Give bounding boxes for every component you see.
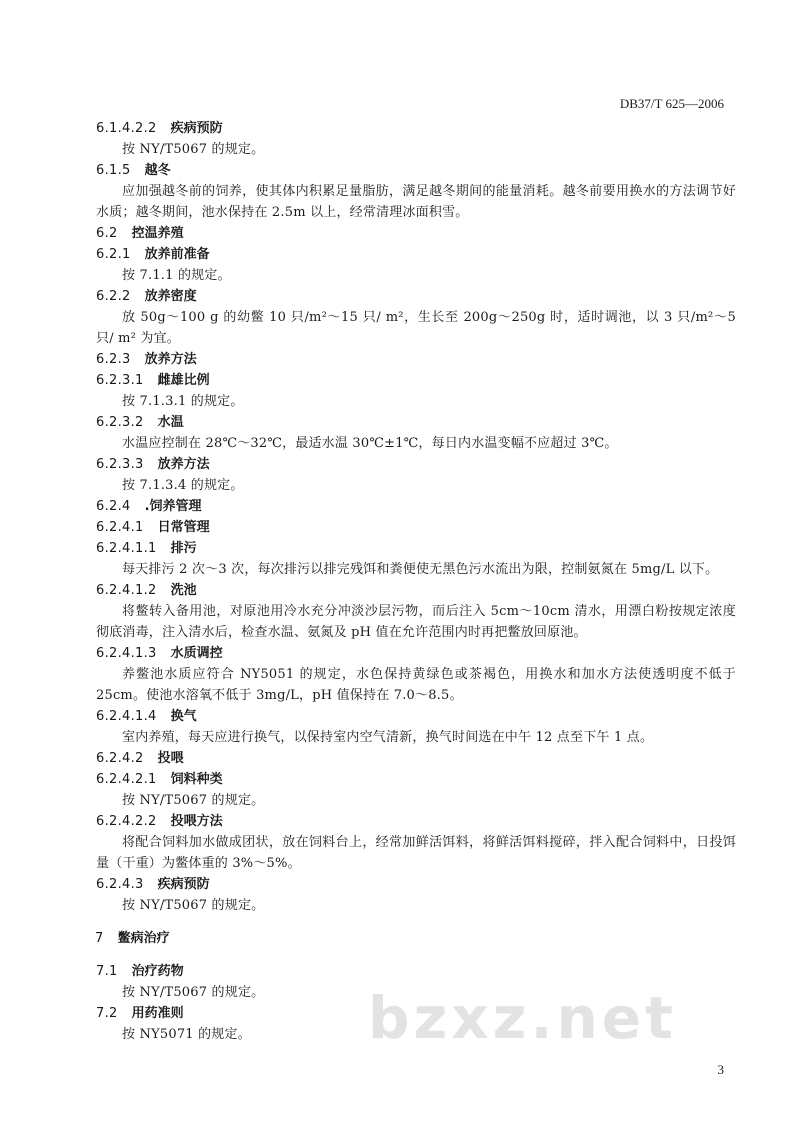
section-heading: [96, 961, 736, 982]
body-paragraph: 将配合饲料加水做成团状，放在饲料台上，经常加鲜活饵料，将鲜活饵料搅碎，拌入配合饲料中，日投饵量（干重）为鳖体重的 3%～5%。: [96, 835, 736, 871]
section-number: 6.2: [96, 226, 118, 241]
page-number: 3: [717, 1062, 724, 1077]
section-title: 放养方法: [157, 457, 210, 472]
section-number: 6.2.4.3: [96, 877, 144, 892]
section-number: 6.2.4.2.1: [96, 772, 157, 787]
section-title: 放养前准备: [144, 247, 210, 262]
section-number: 6.2.4.1.4: [96, 709, 157, 724]
body-paragraph: 按 7.1.3.4 的规定。: [122, 478, 244, 493]
section-number: 6.2.3: [96, 352, 131, 367]
body-paragraph: 按 NY/T5067 的规定。: [122, 793, 265, 808]
section-heading: [96, 496, 736, 517]
section-heading: [96, 580, 736, 601]
section-heading: [96, 244, 736, 265]
section-heading: [96, 160, 736, 181]
section-title: 雌雄比例: [157, 373, 210, 388]
section-heading: [96, 412, 736, 433]
body-paragraph: 将鳖转入备用池，对原池用冷水充分冲淡沙层污物，而后注入 5cm～10cm 清水，用漂白粉按规定浓度彻底消毒，注入清水后，检查水温、氨氮及 pH 值在允许范围内时再把鳖放回原池。: [96, 604, 736, 640]
section-number: 6.2.1: [96, 247, 131, 262]
section-number: 6.2.3.2: [96, 415, 144, 430]
body-paragraph: 应加强越冬前的饲养，使其体内积累足量脂肪，满足越冬期间的能量消耗。越冬前要用换水的方法调节好水质；越冬期间，池水保持在 2.5m 以上，经常清理冰面积雪。: [96, 184, 736, 220]
section-title: 水质调控: [170, 646, 223, 661]
body-paragraph: 按 NY/T5067 的规定。: [122, 985, 265, 1000]
section-number: 6.2.4: [96, 499, 131, 514]
section-number: 6.2.3.3: [96, 457, 144, 472]
section-number: 7.1: [96, 964, 118, 979]
section-number: 6.1.5: [96, 163, 131, 178]
section-number: 6.2.3.1: [96, 373, 144, 388]
section-number: 6.2.4.2: [96, 751, 144, 766]
section-title: 日常管理: [157, 520, 210, 535]
section-title: 越冬: [144, 163, 171, 178]
section-heading: [96, 643, 736, 664]
body-paragraph: 按 7.1.3.1 的规定。: [122, 394, 244, 409]
body-paragraph: 放 50g～100 g 的幼鳖 10 只/m²～15 只/ m²，生长至 200g～250g 时，适时调池，以 3 只/m²～5 只/ m² 为宜。: [96, 310, 736, 346]
section-title: .饲养管理: [144, 499, 202, 514]
section-number: 7: [95, 931, 104, 946]
section-title: 放养方法: [144, 352, 197, 367]
document-body: [96, 118, 736, 1045]
section-spacer: [96, 949, 736, 961]
document-code-header: DB37/T 625—2006: [619, 96, 724, 111]
section-heading: [96, 769, 736, 790]
section-title: 投喂: [157, 751, 184, 766]
section-number: 6.2.4.1: [96, 520, 144, 535]
section-heading: [96, 811, 736, 832]
section-number: 6.2.4.1.2: [96, 583, 157, 598]
body-paragraph: 水温应控制在 28℃～32℃，最适水温 30℃±1℃，每日内水温变幅不应超过 3℃。: [122, 436, 618, 451]
body-paragraph: 按 NY5071 的规定。: [122, 1027, 251, 1042]
section-heading: [96, 349, 736, 370]
section-title: 饲料种类: [170, 772, 223, 787]
section-number: 7.2: [96, 1006, 118, 1021]
body-paragraph: 按 NY/T5067 的规定。: [122, 142, 265, 157]
section-title: 投喂方法: [170, 814, 223, 829]
body-paragraph: 每天排污 2 次～3 次，每次排污以排完残饵和粪便使无黑色污水流出为限，控制氨氮在 5mg/L 以下。: [122, 562, 719, 577]
section-heading: [96, 706, 736, 727]
section-number: 6.2.4.2.2: [96, 814, 157, 829]
section-number: 6.2.4.1.3: [96, 646, 157, 661]
body-paragraph: 室内养殖，每天应进行换气，以保持室内空气清新，换气时间选在中午 12 点至下午 1 点。: [122, 730, 654, 745]
section-heading: [96, 223, 736, 244]
section-title: 控温养殖: [131, 226, 184, 241]
body-paragraph: 按 7.1.1 的规定。: [122, 268, 231, 283]
section-title: 疾病预防: [157, 877, 210, 892]
section-title: 排污: [170, 541, 197, 556]
section-title: 放养密度: [144, 289, 197, 304]
section-title: 洗池: [170, 583, 197, 598]
section-heading: [96, 118, 736, 139]
section-heading: [96, 370, 736, 391]
section-heading: [96, 538, 736, 559]
section-title: 鳖病治疗: [117, 931, 170, 946]
section-title: 换气: [170, 709, 197, 724]
section-heading: [95, 928, 736, 949]
section-heading: [96, 748, 736, 769]
section-heading: [96, 286, 736, 307]
body-paragraph: 养鳖池水质应符合 NY5051 的规定，水色保持黄绿色或茶褐色，用换水和加水方法使透明度不低于 25cm。使池水溶氧不低于 3mg/L，pH 值保持在 7.0～8.5。: [96, 667, 736, 703]
section-heading: [96, 517, 736, 538]
section-number: 6.1.4.2.2: [96, 121, 157, 136]
section-heading: [96, 454, 736, 475]
watermark-logo: bzxz.net: [368, 984, 677, 1052]
section-heading: [96, 874, 736, 895]
body-paragraph: 按 NY/T5067 的规定。: [122, 898, 265, 913]
section-spacer: [96, 916, 736, 928]
section-title: 用药准则: [131, 1006, 184, 1021]
section-title: 水温: [157, 415, 184, 430]
section-number: 6.2.2: [96, 289, 131, 304]
section-title: 治疗药物: [131, 964, 184, 979]
section-title: 疾病预防: [170, 121, 223, 136]
section-number: 6.2.4.1.1: [96, 541, 157, 556]
